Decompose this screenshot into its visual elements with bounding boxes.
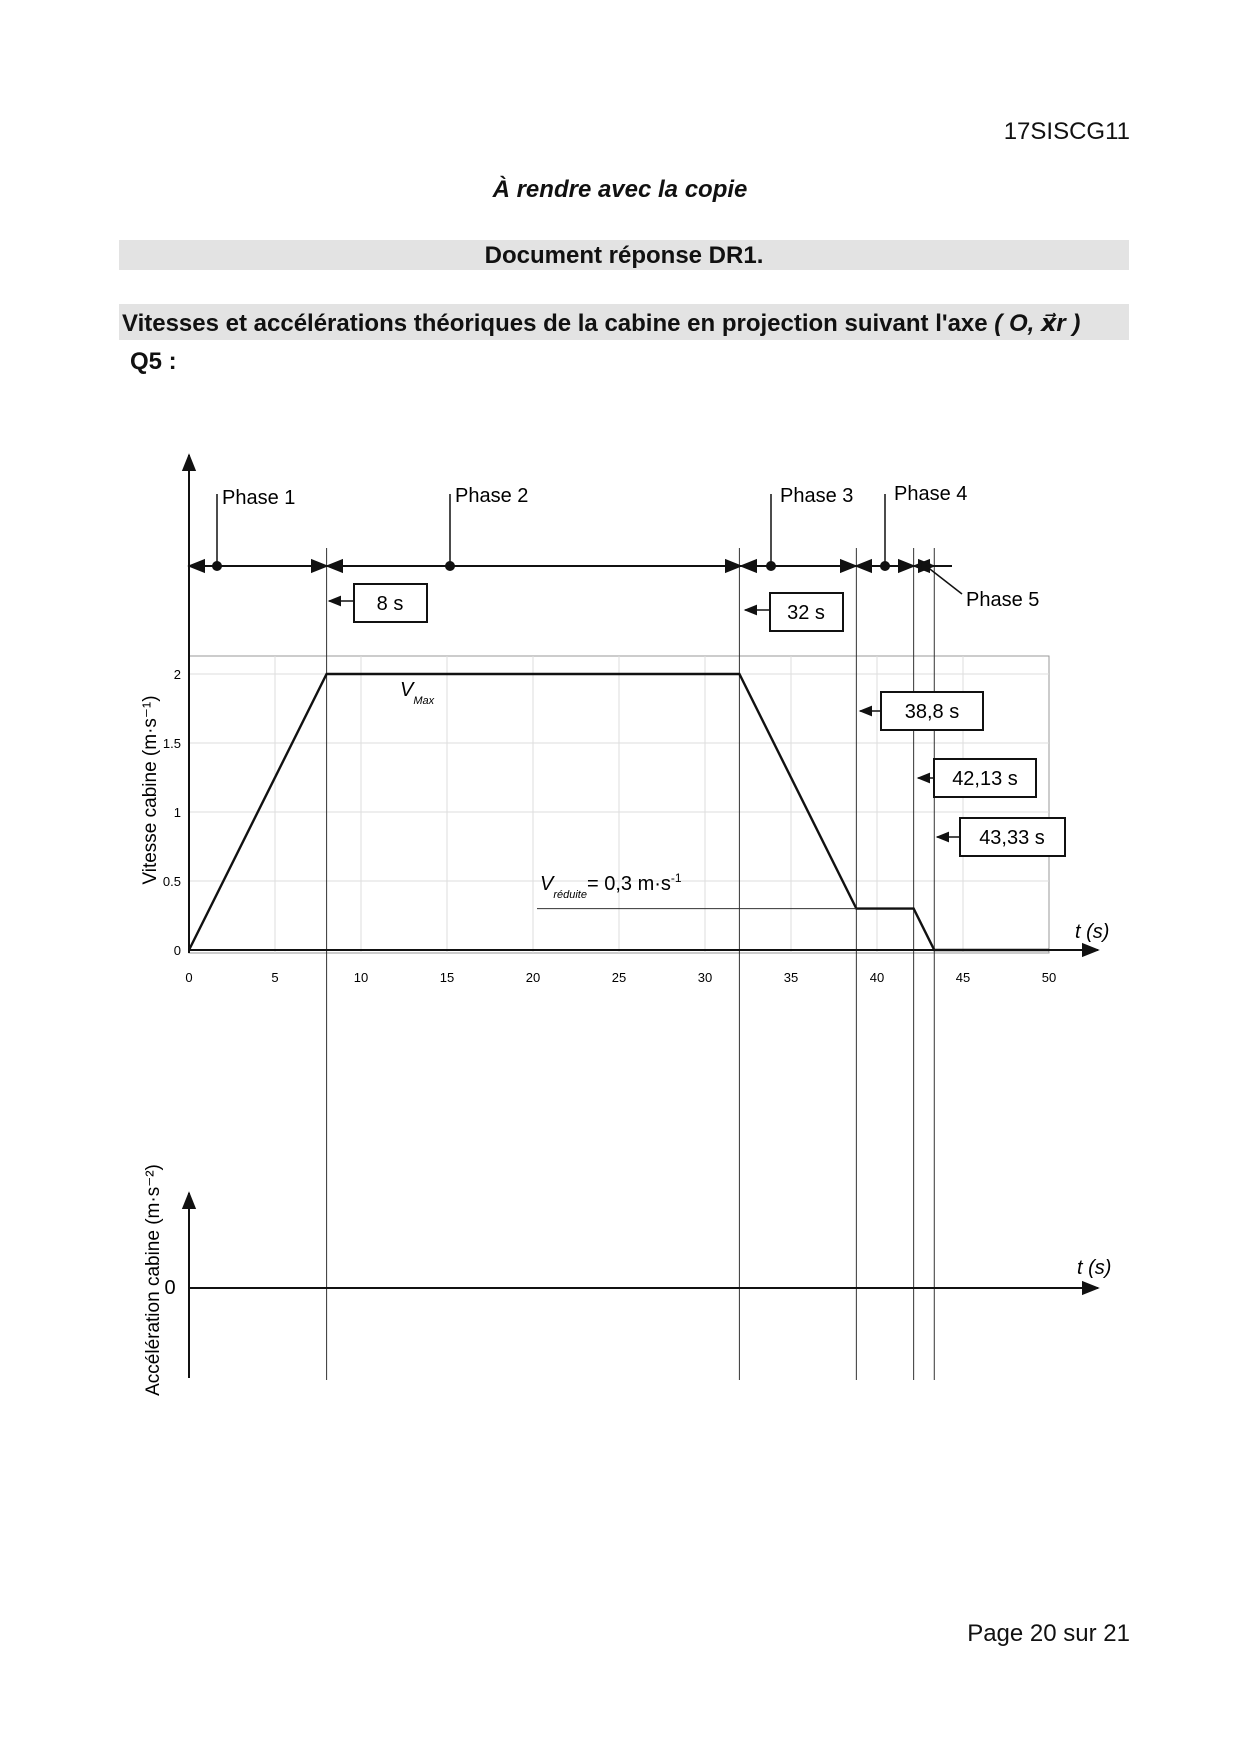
time-marker-38-8s [860, 692, 983, 730]
accel-x-label: t (s) [1077, 1257, 1112, 1279]
phase-5-label: Phase 5 [966, 589, 1040, 611]
phase-2-label: Phase 2 [455, 485, 529, 507]
page-number: Page 20 sur 21 [967, 1620, 1130, 1647]
phase-1-label: Phase 1 [222, 487, 296, 509]
x-tick-label: 5 [271, 970, 279, 985]
svg-text:38,8 s: 38,8 s [904, 701, 960, 723]
time-marker-8s [329, 584, 427, 622]
x-tick-label: 45 [955, 970, 971, 985]
x-tick-label: 35 [783, 970, 799, 985]
x-tick-label: 30 [697, 970, 713, 985]
phase-3-label: Phase 3 [780, 485, 854, 507]
y-tick-label: 2 [173, 667, 181, 682]
x-tick-label: 25 [611, 970, 627, 985]
time-marker-32s [745, 593, 843, 631]
y-tick-label: 0.5 [162, 874, 181, 889]
x-tick-label: 50 [1041, 970, 1057, 985]
svg-text:8 s: 8 s [376, 593, 404, 615]
vmax-label: $V_{Max}$ [400, 679, 435, 707]
vreduite-label: $V_{réduite}= 0,3$ $m\cdot s^{-1}$ [540, 871, 682, 901]
section-title-text: Vitesses et accélérations théoriques de la cabine en projection suivant l'axe [122, 310, 988, 337]
y-tick-label: 0 [173, 943, 181, 958]
return-note: À rendre avec la copie [492, 176, 748, 203]
x-tick-label: 40 [869, 970, 885, 985]
x-tick-label: 10 [353, 970, 369, 985]
svg-text:42,13 s: 42,13 s [952, 768, 1018, 790]
velocity-y-label: Vitesse cabine (m·s⁻¹) [140, 695, 161, 885]
x-tick-label: 0 [185, 970, 193, 985]
svg-text:32 s: 32 s [787, 602, 825, 624]
question-label: Q5 : [130, 348, 177, 375]
x-tick-label: 20 [525, 970, 541, 985]
x-tick-label: 15 [439, 970, 455, 985]
axis-notation: ( O, x⃗r ) [994, 310, 1081, 337]
document-title: Document réponse DR1. [484, 242, 764, 269]
time-marker-42-13s [918, 759, 1036, 797]
document-code: 17SISCG11 [1003, 118, 1130, 145]
velocity-x-label: t (s) [1075, 921, 1110, 943]
accel-zero-label: 0 [164, 1277, 176, 1299]
time-marker-43-33s [937, 818, 1065, 856]
phase-4-label: Phase 4 [894, 483, 968, 505]
svg-text:43,33 s: 43,33 s [979, 827, 1045, 849]
phase-dimensions [189, 494, 962, 594]
y-tick-label: 1 [173, 805, 181, 820]
y-tick-label: 1.5 [162, 736, 181, 751]
accel-y-label: Accélération cabine (m·s⁻²) [143, 1164, 164, 1396]
